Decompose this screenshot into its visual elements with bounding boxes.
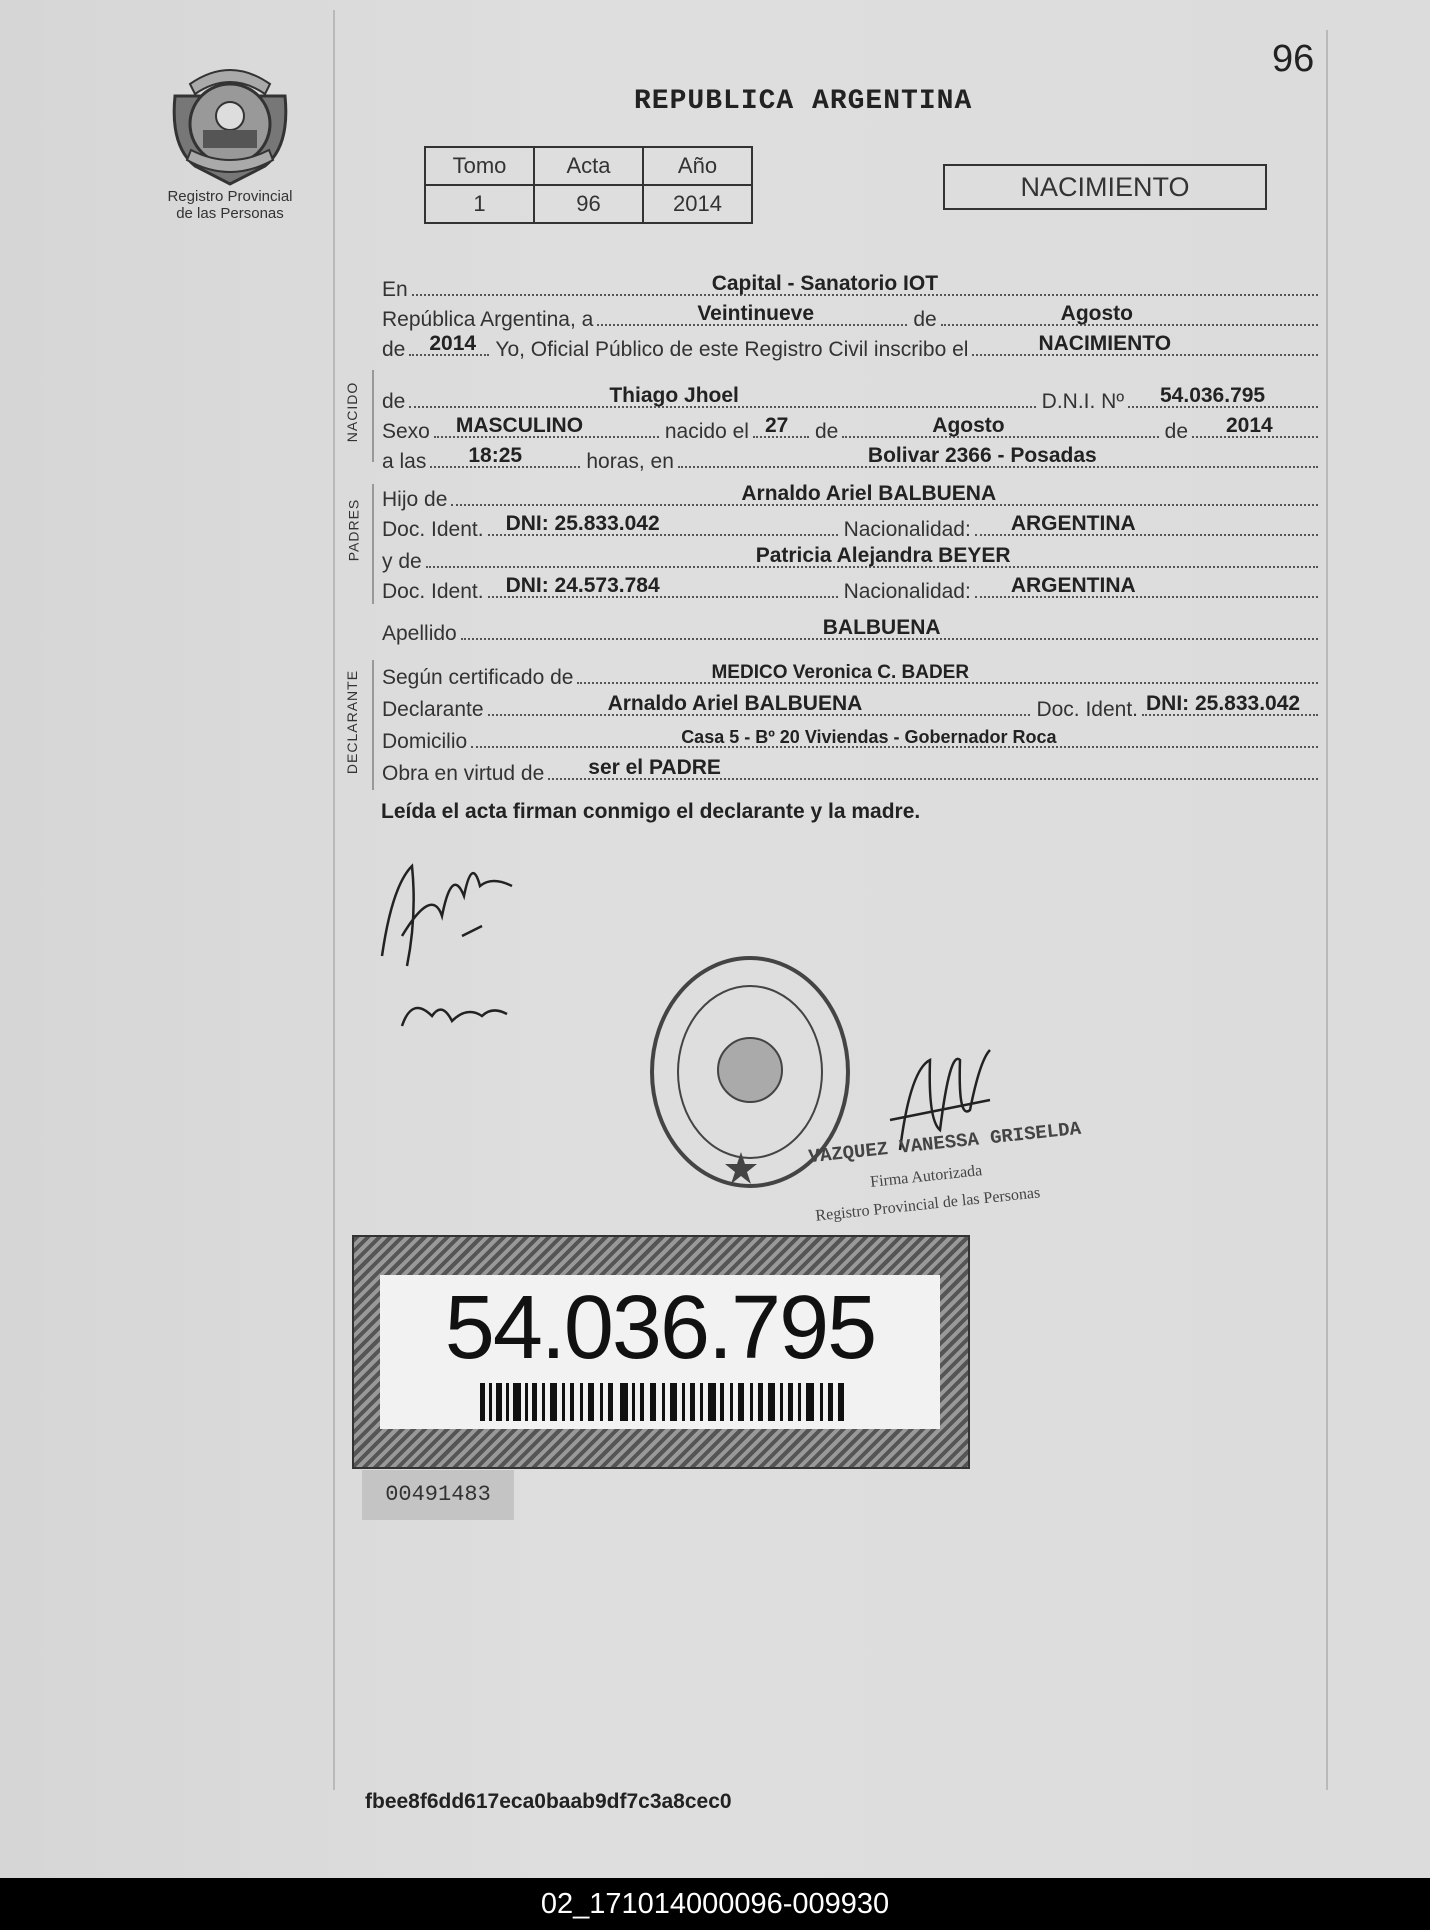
label-en: En: [382, 278, 408, 301]
nacido-bracket: [372, 370, 374, 462]
value-mes: Agosto: [1060, 302, 1133, 325]
line-hijo-de: [382, 482, 1318, 512]
value-domicilio: Casa 5 - Bº 20 Viviendas - Gobernador Roca: [681, 727, 1057, 747]
label-declarante: Declarante: [382, 698, 484, 721]
line-obra: [382, 756, 1318, 786]
label-hijo-de: Hijo de: [382, 488, 448, 511]
document-type-box: NACIMIENTO: [943, 164, 1267, 210]
line-certificado: [382, 660, 1318, 690]
label-doc-madre: Doc. Ident.: [382, 580, 484, 603]
barcode-number: 54.036.795: [444, 1278, 876, 1378]
file-id-bar: 02_171014000096-009930: [0, 1878, 1430, 1930]
label-sexo: Sexo: [382, 420, 430, 443]
line-doc-madre: [382, 574, 1318, 604]
value-acto: NACIMIENTO: [1038, 332, 1172, 355]
right-margin-line: [1326, 30, 1328, 1790]
official-role: Firma Autorizada: [869, 1162, 983, 1191]
value-declarante: Arnaldo Ariel BALBUENA: [607, 692, 863, 715]
registro-line-2: de las Personas: [176, 205, 284, 222]
label-nacionalidad-padre: Nacionalidad:: [843, 518, 971, 541]
label-yo-oficial: Yo, Oficial Público de este Registro Civil inscribo el: [495, 338, 969, 361]
closing-statement: Leída el acta firman conmigo el declarante y la madre.: [381, 800, 921, 823]
value-lugar: Capital - Sanatorio IOT: [711, 272, 939, 295]
value-acta: 96: [534, 185, 643, 223]
value-nacionalidad-padre: ARGENTINA: [1010, 512, 1136, 535]
label-obra-en-virtud: Obra en virtud de: [382, 762, 545, 785]
declarante-bracket: [372, 660, 374, 790]
value-doc-madre: DNI: 24.573.784: [505, 574, 660, 597]
value-nacido-mes: Agosto: [932, 414, 1005, 437]
line-y-de: [382, 544, 1318, 574]
tomo-acta-anio-table: [424, 146, 753, 224]
value-apellido: BALBUENA: [822, 616, 941, 639]
line-domicilio: [382, 724, 1318, 754]
side-label-declarante: DECLARANTE: [344, 669, 361, 775]
registro-line-1: Registro Provincial: [167, 188, 293, 205]
label-nacionalidad-madre: Nacionalidad:: [843, 580, 971, 603]
line-apellido: [382, 616, 1318, 646]
line-nombre: [382, 384, 1318, 414]
value-nacido-anio: 2014: [1226, 414, 1273, 437]
header-tomo: Tomo: [425, 147, 534, 185]
label-doc-padre: Doc. Ident.: [382, 518, 484, 541]
value-anio-inscripcion: 2014: [429, 332, 477, 355]
document-hash: fbee8f6dd617eca0baab9df7c3a8cec0: [365, 1790, 732, 1813]
official-name: VAZQUEZ VANESSA GRISELDA: [807, 1117, 1083, 1169]
serial-number: 00491483: [362, 1470, 514, 1520]
label-horas-en: horas, en: [586, 450, 674, 473]
header-anio: Año: [643, 147, 752, 185]
line-hora: [382, 444, 1318, 474]
label-de-anio: de: [382, 338, 406, 361]
line-republica: [382, 302, 1318, 332]
value-nacido-dia: 27: [764, 414, 789, 437]
barcode-label-area: [380, 1275, 940, 1429]
value-certificado: MEDICO Veronica C. BADER: [711, 662, 970, 683]
left-margin-line: [333, 10, 335, 1790]
side-label-nacido: NACIDO: [344, 381, 361, 443]
line-declarante: [382, 692, 1318, 722]
label-y-de: y de: [382, 550, 422, 573]
registro-caption: [150, 188, 310, 222]
label-de-nombre: de: [382, 390, 406, 413]
line-sexo: [382, 414, 1318, 444]
label-nacido-el: nacido el: [664, 420, 749, 443]
province-crest-icon: [165, 56, 295, 188]
label-nacido-de-anio: de: [1164, 420, 1188, 443]
label-republica: República Argentina, a: [382, 308, 594, 331]
page-number: 96: [1272, 38, 1315, 80]
value-dia-letras: Veintinueve: [697, 302, 815, 325]
official-org: Registro Provincial de las Personas: [814, 1184, 1041, 1225]
label-a-las: a las: [382, 450, 427, 473]
value-doc-padre: DNI: 25.833.042: [505, 512, 660, 535]
label-de-mes: de: [913, 308, 937, 331]
document-title: REPUBLICA ARGENTINA: [634, 86, 973, 117]
line-de-anio: [382, 332, 1318, 362]
value-obra-en-virtud: ser el PADRE: [588, 756, 721, 779]
value-doc-declarante: DNI: 25.833.042: [1146, 692, 1301, 715]
barcode-bars: [480, 1383, 846, 1421]
value-madre: Patricia Alejandra BEYER: [755, 544, 1011, 567]
side-label-padres: PADRES: [345, 498, 362, 562]
value-dni: 54.036.795: [1160, 384, 1266, 407]
line-en: [382, 272, 1318, 302]
value-anio: 2014: [643, 185, 752, 223]
value-hora: 18:25: [468, 444, 523, 467]
label-apellido: Apellido: [382, 622, 457, 645]
value-lugar-nacimiento: Bolivar 2366 - Posadas: [867, 444, 1097, 467]
dni-barcode-sticker: [352, 1235, 970, 1469]
padres-bracket: [372, 484, 374, 604]
declarant-signature: [372, 826, 532, 1046]
value-tomo: 1: [425, 185, 534, 223]
value-nacionalidad-madre: ARGENTINA: [1010, 574, 1136, 597]
value-sexo: MASCULINO: [455, 414, 584, 437]
label-domicilio: Domicilio: [382, 730, 468, 753]
label-dni: D.N.I. Nº: [1041, 390, 1124, 413]
label-certificado: Según certificado de: [382, 666, 574, 689]
label-nacido-de: de: [814, 420, 839, 443]
header-acta: Acta: [534, 147, 643, 185]
line-doc-padre: [382, 512, 1318, 542]
value-nombre: Thiago Jhoel: [609, 384, 739, 407]
value-padre: Arnaldo Ariel BALBUENA: [741, 482, 997, 505]
label-doc-declarante: Doc. Ident.: [1036, 698, 1138, 721]
